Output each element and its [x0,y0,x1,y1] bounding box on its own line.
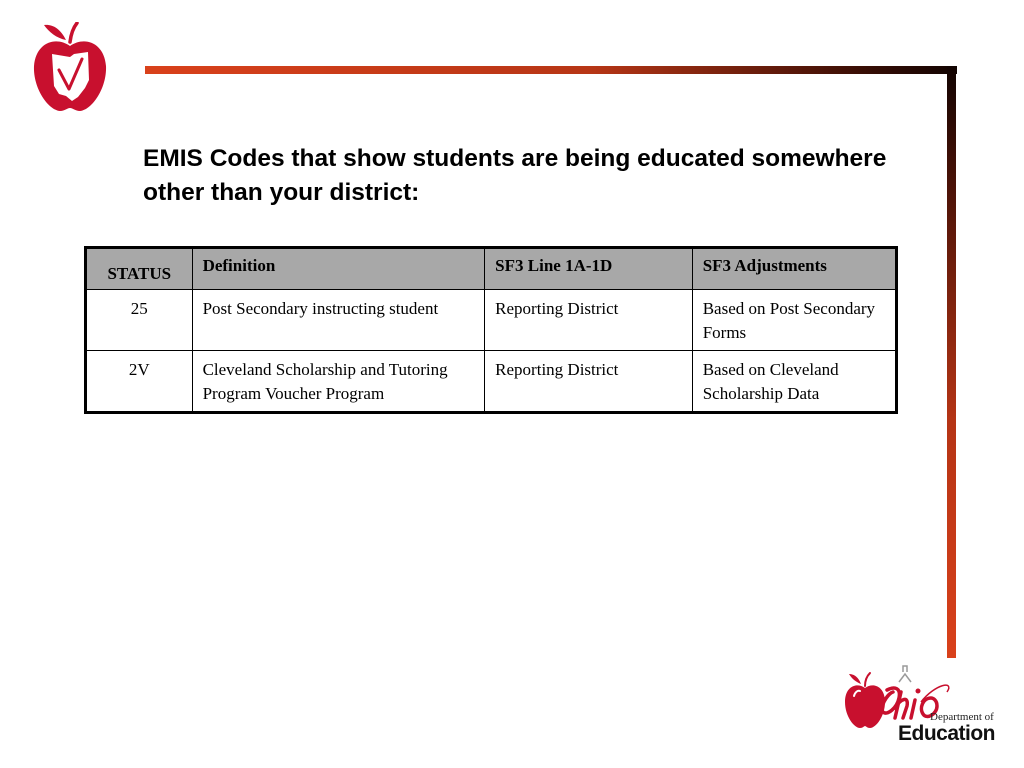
status-cell: 25 [86,290,193,351]
header-sf3-adjustments: SF3 Adjustments [692,248,896,290]
status-cell: 2V [86,351,193,413]
top-accent-bar [145,66,957,74]
sf3-adjustments-cell: Based on Cleveland Scholarship Data [692,351,896,413]
header-sf3-line: SF3 Line 1A-1D [485,248,693,290]
apple-ohio-logo-icon [30,22,110,114]
right-accent-bar [947,66,956,658]
definition-cell: Cleveland Scholarship and Tutoring Program Voucher Program [192,351,485,413]
sf3-adjustments-cell: Based on Post Secondary Forms [692,290,896,351]
header-status: STATUS [86,248,193,290]
sf3-line-cell: Reporting District [485,351,693,413]
table-row [86,290,897,351]
table-header-row [86,248,897,290]
department-of-label: Department of [930,711,994,723]
slide-title: EMIS Codes that show students are being educated somewhere other than your district: [143,145,887,206]
definition-cell: Post Secondary instructing student [192,290,485,351]
header-definition: Definition [192,248,485,290]
sf3-line-cell: Reporting District [485,290,693,351]
emis-codes-table [84,246,898,414]
education-label: Education [898,722,996,745]
table-row [86,351,897,413]
